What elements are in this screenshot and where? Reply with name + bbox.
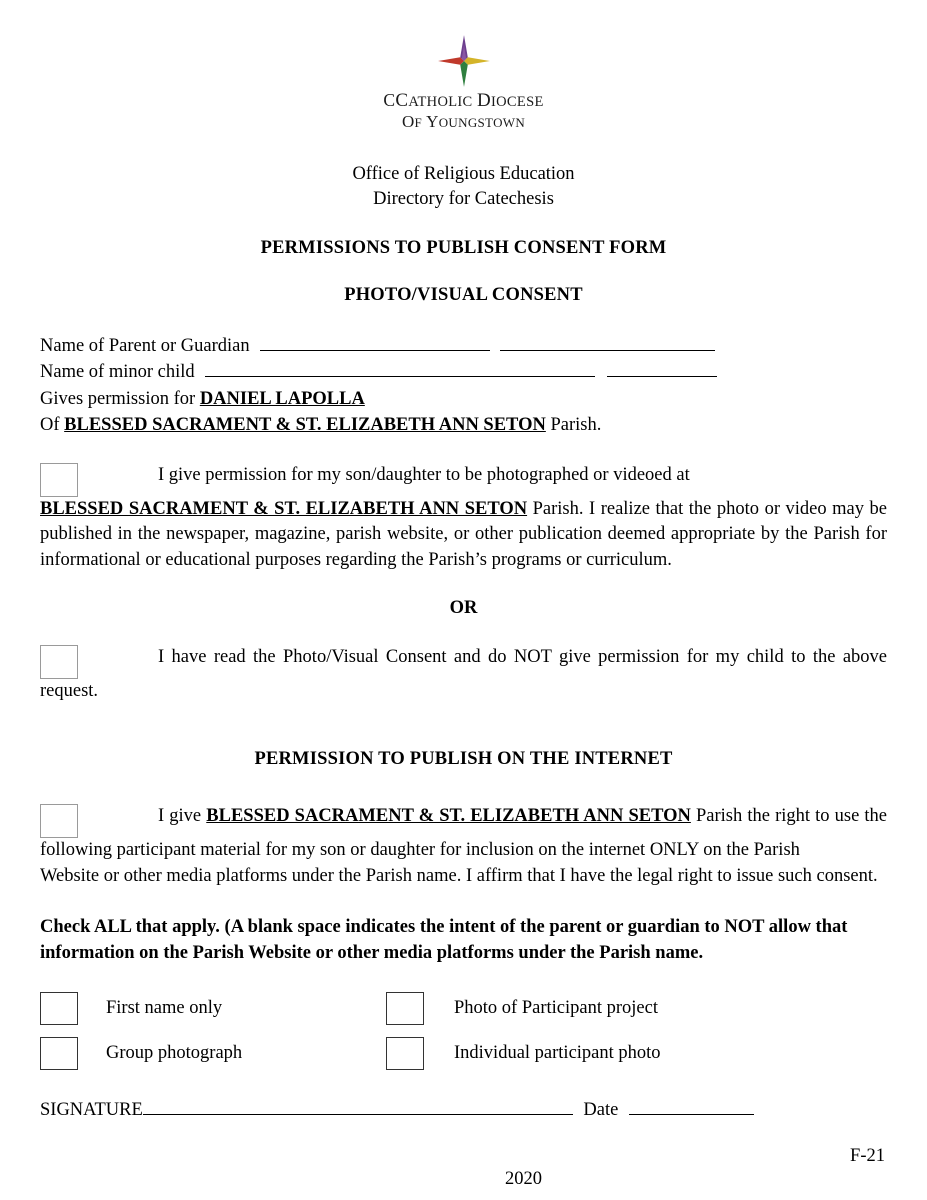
parent-name-label: Name of Parent or Guardian bbox=[40, 335, 250, 356]
diocese-logo bbox=[0, 0, 927, 132]
of-parish-row bbox=[40, 413, 887, 439]
office-religious-education: Office of Religious Education bbox=[352, 164, 575, 185]
parent-name-input-2[interactable] bbox=[500, 336, 715, 351]
option-cell-3 bbox=[386, 1037, 432, 1082]
photo-consent-checkbox[interactable] bbox=[40, 463, 78, 497]
internet-parish-name: BLESSED SACRAMENT & ST. ELIZABETH ANN SETON bbox=[206, 806, 691, 827]
child-name-value: DANIEL LAPOLLA bbox=[199, 388, 365, 409]
group-photograph-checkbox[interactable] bbox=[40, 1037, 78, 1070]
form-code: F-21 bbox=[850, 1145, 885, 1166]
page-title: PERMISSIONS TO PUBLISH CONSENT FORM bbox=[260, 237, 667, 258]
minor-name-label: Name of minor child bbox=[40, 362, 195, 383]
minor-name-row bbox=[40, 360, 887, 386]
or-separator: OR bbox=[449, 597, 478, 618]
photo-consent-text bbox=[40, 463, 887, 574]
deny-consent-block bbox=[40, 645, 887, 705]
parent-name-row bbox=[40, 334, 887, 360]
options-grid bbox=[40, 992, 887, 1082]
four-point-star-icon bbox=[437, 34, 491, 88]
gives-permission-label: Gives permission for bbox=[40, 388, 196, 409]
page-subtitle: PHOTO/VISUAL CONSENT bbox=[344, 284, 583, 305]
options-row-1 bbox=[40, 992, 887, 1037]
option-cell-1 bbox=[386, 992, 432, 1037]
option-label-0: First name only bbox=[106, 997, 223, 1018]
internet-consent-checkbox[interactable] bbox=[40, 804, 78, 838]
signature-input[interactable] bbox=[143, 1100, 573, 1115]
photo-consent-line2: Parish. I realize that the photo or video may be published in the newspaper, magazine, parish website, or other publication deemed appropriate by the Parish for informational or educational purposes regarding the Parish’s programs or curriculum. bbox=[40, 498, 887, 570]
gives-permission-row bbox=[40, 387, 887, 413]
signature-label: SIGNATURE bbox=[40, 1100, 143, 1121]
directory-for-catechesis: Directory for Catechesis bbox=[373, 188, 554, 209]
option-label-1: Photo of Participant project bbox=[454, 997, 658, 1018]
parent-name-input[interactable] bbox=[260, 336, 490, 351]
internet-consent-line2: Website or other media platforms under the Parish name. I affirm that I have the legal right to issue such consent. bbox=[40, 865, 878, 886]
first-name-only-checkbox[interactable] bbox=[40, 992, 78, 1025]
minor-name-input[interactable] bbox=[205, 362, 595, 377]
logo-wordmark: CCATHOLIC DIOCESE OF YOUNGSTOWN bbox=[383, 90, 544, 131]
form-year: 2020 bbox=[505, 1168, 542, 1189]
internet-text-post: Parish the right to use the following participant material for my son or daughter for inclusion on the internet ONLY on the Parish bbox=[40, 806, 888, 861]
signature-row bbox=[40, 1098, 887, 1124]
office-header bbox=[0, 162, 927, 211]
internet-section-title: PERMISSION TO PUBLISH ON THE INTERNET bbox=[254, 748, 673, 769]
photo-consent-parish: BLESSED SACRAMENT & ST. ELIZABETH ANN SETON bbox=[40, 498, 528, 519]
date-input[interactable] bbox=[629, 1100, 754, 1115]
photo-of-participant-project-checkbox[interactable] bbox=[386, 992, 424, 1025]
parish-suffix: Parish. bbox=[550, 415, 602, 436]
option-label-3: Individual participant photo bbox=[454, 1042, 661, 1063]
deny-consent-checkbox[interactable] bbox=[40, 645, 78, 679]
date-label: Date bbox=[583, 1100, 619, 1121]
minor-name-input-2[interactable] bbox=[607, 362, 717, 377]
option-label-2: Group photograph bbox=[106, 1042, 243, 1063]
of-label: Of bbox=[40, 415, 60, 436]
parish-name-value: BLESSED SACRAMENT & ST. ELIZABETH ANN SETON bbox=[64, 415, 546, 436]
deny-consent-text bbox=[40, 645, 887, 705]
individual-participant-photo-checkbox[interactable] bbox=[386, 1037, 424, 1070]
deny-consent-line: I have read the Photo/Visual Consent and do NOT give permission for my child to the above request. bbox=[40, 647, 887, 702]
photo-consent-block bbox=[40, 463, 887, 574]
internet-consent-text bbox=[40, 804, 887, 864]
internet-text-pre: I give bbox=[158, 806, 202, 827]
option-cell-2 bbox=[40, 1037, 86, 1082]
internet-consent-block bbox=[40, 804, 887, 889]
photo-consent-line1: I give permission for my son/daughter to be photographed or videoed at bbox=[158, 464, 690, 485]
check-all-instruction: Check ALL that apply. (A blank space indicates the intent of the parent or guardian to NOT allow that information on the Parish Website or other media platforms under the Parish name. bbox=[40, 917, 848, 963]
options-row-2 bbox=[40, 1037, 887, 1082]
name-fields bbox=[40, 334, 887, 439]
option-cell-0 bbox=[40, 992, 86, 1037]
